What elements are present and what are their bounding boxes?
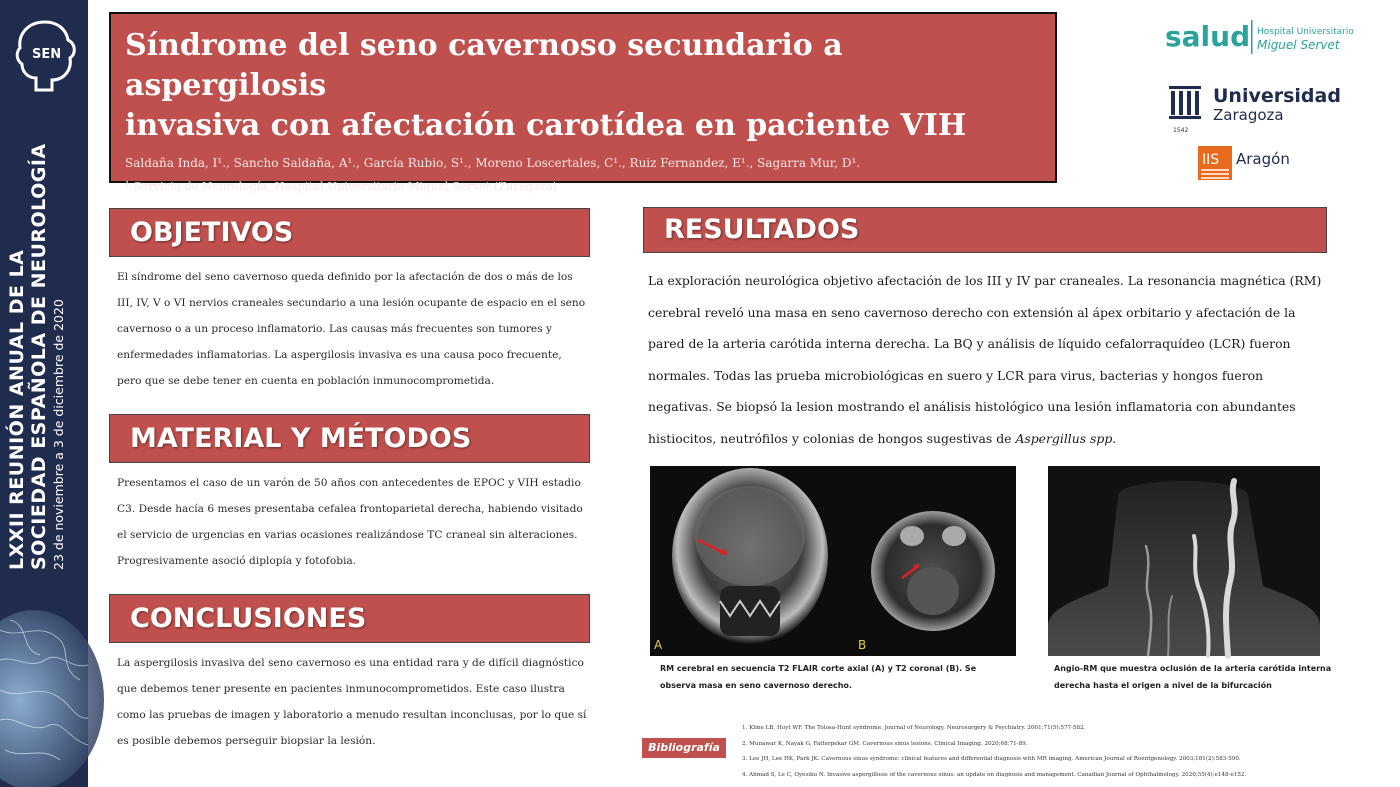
- authors: Saldaña Inda, I¹., Sancho Saldaña, A¹., García Rubio, S¹., Moreno Loscertales, C¹., Ruiz Fernandez, E¹., Sagarra Mur, D¹.: [125, 156, 861, 170]
- brain-illustration: [0, 600, 88, 787]
- material-text: Presentamos el caso de un varón de 50 años con antecedentes de EPOC y VIH estadio C3. Desde hacía 6 meses presentaba cefalea frontoparietal derecha, habiendo visitado el servicio de urgencias en varias ocasiones realizándose TC craneal sin alteraciones. Progresivamente asoció diplopía y fotofobia.: [117, 477, 583, 567]
- reference-item: 1. Kline LB, Hoyt WF. The Tolosa-Hunt syndrome. Journal of Neurology, Neurosurgery & Psychiatry. 2001;71(5):577-582.: [742, 725, 1086, 731]
- congress-line1: LXXII REUNIÓN ANUAL DE LA: [6, 249, 28, 570]
- unizar-logo: [1165, 80, 1340, 136]
- section-header-resultados: RESULTADOS: [643, 207, 1327, 253]
- unizar-logo-text2: Zaragoza: [1213, 106, 1284, 124]
- section-header-conclusiones: CONCLUSIONES: [109, 594, 590, 643]
- congress-line2: SOCIEDAD ESPAÑOLA DE NEUROLOGÍA: [28, 143, 50, 570]
- bibliography-list: [742, 721, 1394, 783]
- poster-title: [125, 26, 1041, 146]
- caption-angio: Angio-RM que muestra oclusión de la arteria carótida interna derecha hasta el origen a nivel de la bifurcación: [1054, 664, 1332, 690]
- resultados-text-italic: Aspergillus spp.: [1015, 430, 1117, 446]
- section-header-objetivos: OBJETIVOS: [109, 208, 590, 257]
- salud-logo-sub2: Miguel Servet: [1257, 38, 1340, 52]
- reference-item: 2. Munawar K, Nayak G, Fatterpekar GM. Cavernous sinus lesions. Clinical Imaging. 2020;68:71-89.: [742, 740, 1028, 747]
- poster-header: [109, 12, 1057, 193]
- reference-item: 4. Ahmad S, Le C, Oyesiku N. Invasive aspergillosis of the cavernous sinus: an update on diagnosis and management. Canadian Journal of Ophthalmology. 2020;55(4):e148-e152.: [742, 771, 1247, 778]
- mri-scans: [650, 466, 1016, 656]
- iis-logo: [1198, 144, 1308, 182]
- reference-item: 3. Lee JH, Lee HK, Park JK. Cavernous sinus syndrome: clinical features and differential diagnosis with MR imaging. American Journal of Roentgenology. 2003;181(2):583-590.: [742, 756, 1241, 762]
- sen-logo: [10, 14, 80, 100]
- angio-scan: [1048, 466, 1320, 656]
- conclusiones-text: La aspergilosis invasiva del seno cavernoso es una entidad rara y de difícil diagnóstico que debemos tener presente en pacientes inmunocomprometidos. Este caso ilustra como las pruebas de imagen y laboratorio a menudo resultan inconclusas, por lo que sí es posible debemos perseguir biopsiar la lesión.: [117, 657, 587, 747]
- salud-logo: [1165, 16, 1354, 60]
- iis-logo-text2: Aragón: [1236, 150, 1290, 168]
- mri-image-coronal-axial: [650, 466, 1016, 656]
- title-line-1: Síndrome del seno cavernoso secundario a aspergilosis: [125, 28, 843, 103]
- unizar-logo-text: Universidad: [1213, 85, 1341, 107]
- congress-title: [6, 143, 66, 570]
- salud-logo-sub: Hospital Universitario: [1257, 27, 1354, 37]
- bibliography-label: Bibliografía: [642, 738, 726, 758]
- congress-dates: 23 de noviembre a 3 de diciembre de 2020: [51, 299, 66, 570]
- section-header-material: MATERIAL Y MÉTODOS: [109, 414, 590, 463]
- affiliation: ¹ Servicio de Neurología, Hospital Universitario Miguel Servet (Zaragoza): [125, 179, 558, 193]
- salud-logo-text: salud: [1165, 20, 1251, 53]
- sen-logo-text: SEN: [32, 47, 62, 62]
- unizar-year: 1542: [1173, 127, 1189, 134]
- objetivos-text: El síndrome del seno cavernoso queda definido por la afectación de dos o más de los III, IV, V o VI nervios craneales secundario a una lesión ocupante de espacio en el seno cavernoso o a un proceso inflamatorio. Las causas más frecuentes son tumores y enfermedades inflamatorias. La aspergilosis invasiva es una causa poco frecuente, pero que se debe tener en cuenta en población inmunocomprometida.: [117, 271, 586, 387]
- image-label-a: A: [654, 638, 663, 652]
- congress-band: [0, 0, 88, 787]
- image-label-b: B: [858, 638, 867, 652]
- resultados-text: [648, 265, 1324, 454]
- title-line-2: invasiva con afectación carotídea en paciente VIH: [125, 108, 967, 143]
- angio-mri-image: [1048, 466, 1320, 656]
- resultados-text-main: La exploración neurológica objetivo afectación de los III y IV par craneales. La resonancia magnética (RM) cerebral reveló una masa en seno cavernoso derecho con extensión al ápex orbitario y afectación de la pared de la arteria carótida interna derecha. La BQ y análisis de líquido cefalorraquídeo (LCR) fueron normales. Todas las prueba microbiológicas en suero y LCR para virus, bacterias y hongos fueron negativas. Se biopsó la lesion mostrando el análisis histológico una lesión inflamatoria con abundantes histiocitos, neutrófilos y colonias de hongos sugestivas de: [648, 273, 1322, 446]
- caption-mri: RM cerebral en secuencia T2 FLAIR corte axial (A) y T2 coronal (B). Se observa masa en seno cavernoso derecho.: [660, 664, 977, 690]
- iis-logo-text: IIS: [1202, 152, 1220, 168]
